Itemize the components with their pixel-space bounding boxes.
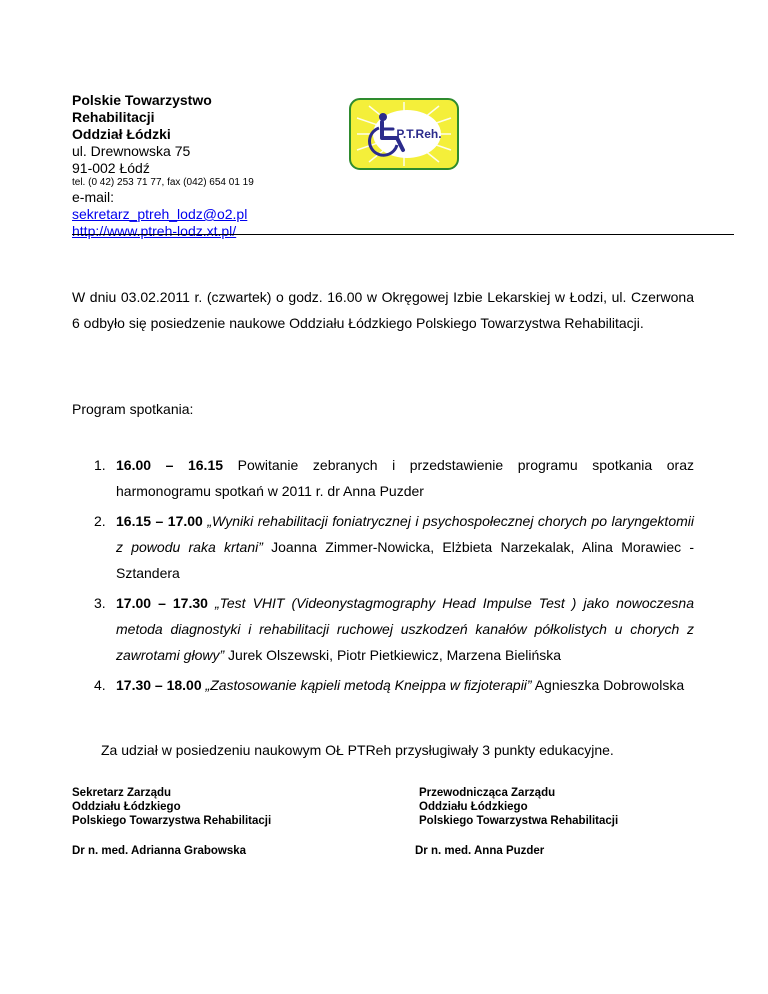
header-divider xyxy=(72,234,734,235)
website-link[interactable]: http://www.ptreh-lodz.xt.pl/ xyxy=(72,223,237,239)
item-title: „Wyniki rehabilitacji foniatrycznej i psychospołecznej chorych po laryngektomii z powodu raka krtani” xyxy=(116,513,694,555)
intro-paragraph: W dniu 03.02.2011 r. (czwartek) o godz. 16.00 w Okręgowej Izbie Lekarskiej w Łodzi, ul. Czerwona 6 odbyło się posiedzenie naukowe Oddziału Łódzkiego Polskiego Towarzystwa Rehabilitacji. xyxy=(72,289,694,331)
signature-right-org: Polskiego Towarzystwa Rehabilitacji xyxy=(419,815,619,827)
letterhead xyxy=(72,92,254,240)
signature-left-name: Dr n. med. Adrianna Grabowska xyxy=(72,845,247,857)
signature-left xyxy=(72,786,271,858)
org-name-line2: Rehabilitacji xyxy=(72,109,155,125)
item-time: 16.00 – 16.15 xyxy=(116,457,224,473)
item-authors: Joanna Zimmer-Nowicka, Elżbieta Narzekalak, Alina Morawiec -Sztandera xyxy=(116,539,695,581)
phone-fax: tel. (0 42) 253 71 77, fax (042) 654 01 19 xyxy=(72,177,254,188)
list-item xyxy=(72,672,694,698)
street-address: ul. Drewnowska 75 xyxy=(72,143,191,159)
item-number: 3. xyxy=(94,595,106,611)
signature-right-role: Przewodnicząca Zarządu xyxy=(419,787,556,799)
item-number: 4. xyxy=(94,677,106,693)
email-link[interactable]: sekretarz_ptreh_lodz@o2.pl xyxy=(72,206,248,222)
item-authors: Agnieszka Dobrowolska xyxy=(531,677,685,693)
item-title: „Zastosowanie kąpieli metodą Kneippa w fizjoterapii” xyxy=(201,677,532,693)
signature-left-role: Sekretarz Zarządu xyxy=(72,787,172,799)
signature-right-name: Dr n. med. Anna Puzder xyxy=(415,845,545,857)
city-address: 91-002 Łódź xyxy=(72,160,150,176)
points-note: Za udział w posiedzeniu naukowym OŁ PTReh przysługiwały 3 punkty edukacyjne. xyxy=(101,742,614,758)
org-name-line3: Oddział Łódzki xyxy=(72,126,171,142)
list-item xyxy=(72,590,694,668)
program-heading: Program spotkania: xyxy=(72,401,194,417)
item-description: Powitanie zebranych i przedstawienie programu spotkania oraz harmonogramu spotkań w 2011 r. dr Anna Puzder xyxy=(116,457,694,499)
item-number: 2. xyxy=(94,513,106,529)
signature-left-org: Polskiego Towarzystwa Rehabilitacji xyxy=(72,815,272,827)
logo-graphic xyxy=(349,98,459,170)
logo-text: P.T.Reh. xyxy=(396,127,442,141)
email-label: e-mail: xyxy=(72,189,115,205)
item-time: 17.00 – 17.30 xyxy=(116,595,208,611)
signature-right-dept: Oddziału Łódzkiego xyxy=(419,801,528,813)
item-title: „Test VHIT (Videonystagmography Head Impulse Test ) jako nowoczesna metoda diagnostyki i rehabilitacji ruchowej uszkodzeń kanałów półkolistych u chorych z zawrotami głowy” xyxy=(116,595,694,663)
signature-left-dept: Oddziału Łódzkiego xyxy=(72,801,181,813)
signature-right xyxy=(415,786,619,858)
item-authors: Jurek Olszewski, Piotr Pietkiewicz, Marzena Bielińska xyxy=(224,647,562,663)
program-list xyxy=(72,452,694,702)
list-item xyxy=(72,508,694,586)
ptreh-logo xyxy=(349,98,459,170)
item-time: 17.30 – 18.00 xyxy=(116,677,202,693)
list-item xyxy=(72,452,694,504)
org-name-line1: Polskie Towarzystwo xyxy=(72,92,212,108)
item-time: 16.15 – 17.00 xyxy=(116,513,203,529)
item-number: 1. xyxy=(94,457,106,473)
